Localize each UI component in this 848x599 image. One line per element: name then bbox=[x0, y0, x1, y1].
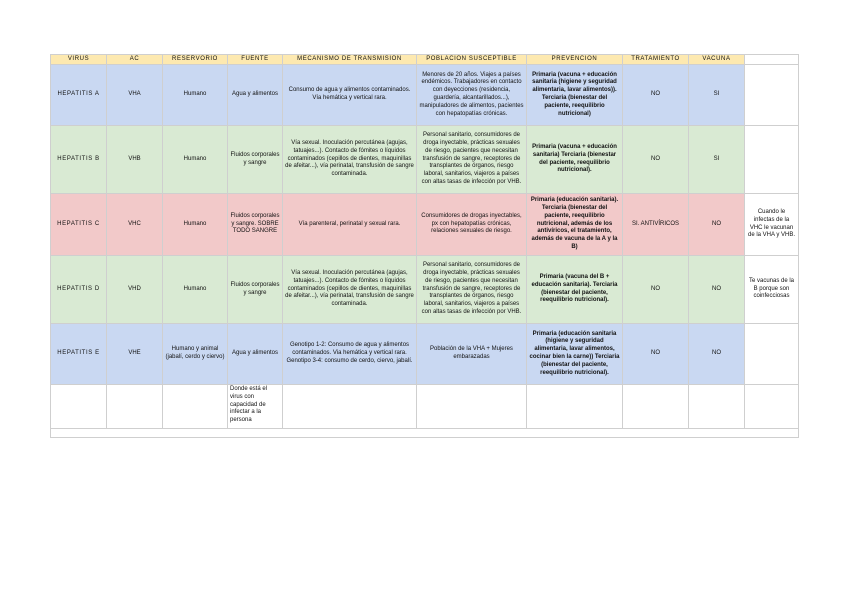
table-row-hepatitis-c bbox=[51, 194, 799, 256]
virus-cell: HEPATITIS C bbox=[51, 194, 107, 256]
empty-cell bbox=[417, 385, 527, 429]
note-cell bbox=[745, 324, 799, 385]
ac-cell: VHA bbox=[107, 65, 163, 126]
fuente-note-cell: Donde está el virus con capacidad de infectar a la persona bbox=[228, 385, 283, 429]
empty-cell bbox=[527, 385, 623, 429]
tratamiento-cell: NO bbox=[623, 65, 689, 126]
virus-cell: HEPATITIS E bbox=[51, 324, 107, 385]
reservorio-cell: Humano bbox=[163, 65, 228, 126]
poblacion-cell: Población de la VHA + Mujeres embarazadas bbox=[417, 324, 527, 385]
table-row-hepatitis-d bbox=[51, 256, 799, 324]
tratamiento-cell: NO bbox=[623, 126, 689, 194]
mecanismo-cell: Genotipo 1-2: Consumo de agua y alimentos contaminados. Via hemática y vertical rara. Genotipo 3-4: consumo de cerdo, ciervo, jabalí. bbox=[283, 324, 417, 385]
empty-cell bbox=[689, 385, 745, 429]
note-cell bbox=[745, 126, 799, 194]
col-header-virus: VIRUS bbox=[51, 55, 107, 65]
table-row-empty bbox=[51, 429, 799, 438]
table-row-hepatitis-e bbox=[51, 324, 799, 385]
hepatitis-table bbox=[50, 54, 799, 438]
prevencion-cell: Primaria (vacuna + educación sanitaria) Terciaria (bienestar del paciente, reequilibrio nutricional). bbox=[527, 126, 623, 194]
col-header-ac: AC bbox=[107, 55, 163, 65]
col-header-fuente: FUENTE bbox=[228, 55, 283, 65]
table-row-note bbox=[51, 385, 799, 429]
col-header-poblacion: POBLACIÓN SUSCEPTIBLE bbox=[417, 55, 527, 65]
col-header-tratamiento: TRATAMIENTO bbox=[623, 55, 689, 65]
empty-cell bbox=[163, 385, 228, 429]
vacuna-cell: NO bbox=[689, 194, 745, 256]
empty-cell bbox=[51, 385, 107, 429]
empty-cell bbox=[745, 385, 799, 429]
virus-cell: HEPATITIS A bbox=[51, 65, 107, 126]
mecanismo-cell: Vía sexual. Inoculación percutánea (agujas, tatuajes...). Contacto de fómites o líquidos contaminados (cepillos de dientes, maquinillas de afeitar...), vía perinatal, transfusión de sangre contaminada. bbox=[283, 126, 417, 194]
note-cell: Te vacunas de la B porque son coinfecciosas bbox=[745, 256, 799, 324]
table-row-hepatitis-a bbox=[51, 65, 799, 126]
vacuna-cell: SI bbox=[689, 126, 745, 194]
prevencion-cell: Primaria (educación sanitaria). Terciaria (bienestar del paciente, reequilibrio nutricional, además de los antivíricos, el tratamiento, además de vacuna de la A y la B) bbox=[527, 194, 623, 256]
header-row bbox=[51, 55, 799, 65]
reservorio-cell: Humano bbox=[163, 256, 228, 324]
poblacion-cell: Consumidores de drogas inyectables, px con hepatopatías crónicas, relaciones sexuales de riesgo. bbox=[417, 194, 527, 256]
fuente-cell: Agua y alimentos bbox=[228, 324, 283, 385]
mecanismo-cell: Vía sexual. Inoculación percutánea (agujas, tatuajes...). Contacto de fómites o líquidos contaminados (cepillos de dientes, maquinillas de afeitar...), vía perinatal, transfusión de sangre contaminada. bbox=[283, 256, 417, 324]
tratamiento-cell: SI. ANTIVÍRICOS bbox=[623, 194, 689, 256]
col-header-mecanismo: MECANISMO DE TRANSMISIÓN bbox=[283, 55, 417, 65]
col-header-blank bbox=[745, 55, 799, 65]
vacuna-cell: NO bbox=[689, 324, 745, 385]
poblacion-cell: Menores de 20 años. Viajes a países endémicos. Trabajadores en contacto con deyecciones (residencia, guardería, alcantarillados...), manipuladores de alimentos, pacientes con hepatopatías crónicas. bbox=[417, 65, 527, 126]
mecanismo-cell: Consumo de agua y alimentos contaminados. Vía hemática y vertical rara. bbox=[283, 65, 417, 126]
fuente-cell: Fluidos corporales y sangre bbox=[228, 126, 283, 194]
ac-cell: VHE bbox=[107, 324, 163, 385]
note-cell: Cuando le infectas de la VHC le vacunan de la VHA y VHB. bbox=[745, 194, 799, 256]
prevencion-cell: Primaria (vacuna del B + educación sanitaria). Terciaria (bienestar del paciente, reequilibrio nutricional). bbox=[527, 256, 623, 324]
empty-cell bbox=[107, 385, 163, 429]
fuente-cell: Agua y alimentos bbox=[228, 65, 283, 126]
fuente-cell: Fluidos corporales y sangre bbox=[228, 256, 283, 324]
empty-cell bbox=[623, 385, 689, 429]
virus-cell: HEPATITIS B bbox=[51, 126, 107, 194]
col-header-vacuna: VACUNA bbox=[689, 55, 745, 65]
virus-cell: HEPATITIS D bbox=[51, 256, 107, 324]
prevencion-cell: Primaria (educación sanitaria (higiene y seguridad alimentaria, lavar alimentos, cocinar bien la carne)) Terciaria (bienestar del paciente, reequilibrio nutricional). bbox=[527, 324, 623, 385]
ac-cell: VHC bbox=[107, 194, 163, 256]
reservorio-cell: Humano bbox=[163, 126, 228, 194]
empty-cell bbox=[51, 429, 799, 438]
tratamiento-cell: NO bbox=[623, 256, 689, 324]
poblacion-cell: Personal sanitario, consumidores de droga inyectable, prácticas sexuales de riesgo, pacientes que necesitan transfusión de sangre, receptores de transplantes de órganos, riesgo laboral, sanitarios, viajeros a países con altas tasas de infección por VHB. bbox=[417, 256, 527, 324]
col-header-reservorio: RESERVORIO bbox=[163, 55, 228, 65]
mecanismo-cell: Vía parenteral, perinatal y sexual rara. bbox=[283, 194, 417, 256]
ac-cell: VHB bbox=[107, 126, 163, 194]
tratamiento-cell: NO bbox=[623, 324, 689, 385]
reservorio-cell: Humano y animal (jabalí, cerdo y ciervo) bbox=[163, 324, 228, 385]
empty-cell bbox=[283, 385, 417, 429]
ac-cell: VHD bbox=[107, 256, 163, 324]
table-row-hepatitis-b bbox=[51, 126, 799, 194]
poblacion-cell: Personal sanitario, consumidores de droga inyectable, prácticas sexuales de riesgo, pacientes que necesitan transfusión de sangre, receptores de transplantes de órganos, riesgo laboral, sanitarios, viajeros a países con altas tasas de infección por VHB. bbox=[417, 126, 527, 194]
prevencion-cell: Primaria (vacuna + educación sanitaria (higiene y seguridad alimentaria, lavar alimentos)). Terciaria (bienestar del paciente, reequilibrio nutricional) bbox=[527, 65, 623, 126]
fuente-cell: Fluidos corporales y sangre. SOBRE TODO SANGRE bbox=[228, 194, 283, 256]
vacuna-cell: NO bbox=[689, 256, 745, 324]
note-cell bbox=[745, 65, 799, 126]
col-header-prevencion: PREVENCIÓN bbox=[527, 55, 623, 65]
reservorio-cell: Humano bbox=[163, 194, 228, 256]
vacuna-cell: SI bbox=[689, 65, 745, 126]
